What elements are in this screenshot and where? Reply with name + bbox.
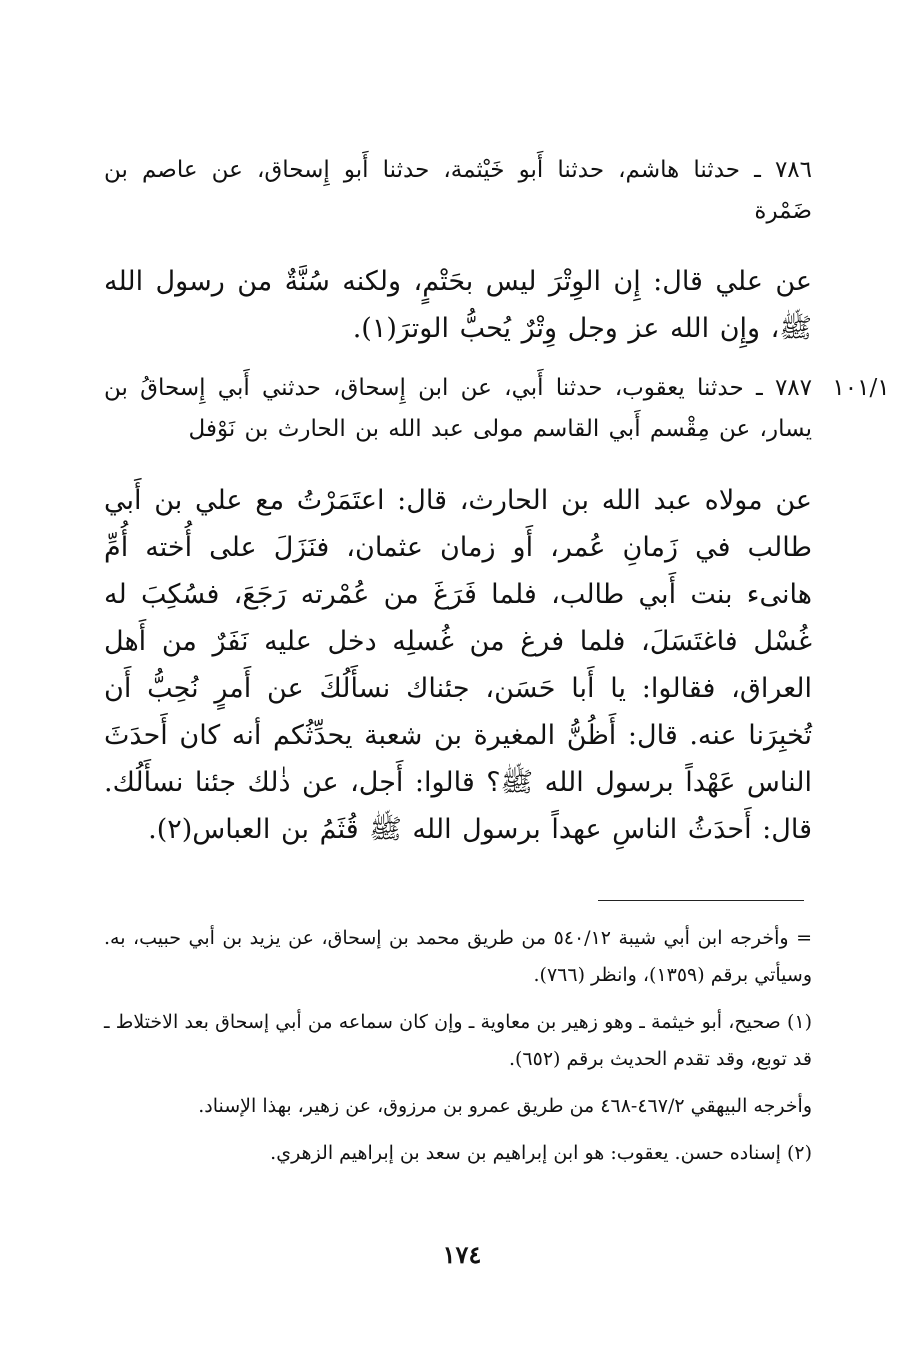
hadith-786-text: عن علي قال: إِن الوِتْرَ ليس بحَتْمٍ، ولكنه سُنَّةٌ من رسول الله ﷺ، وإِن الله عز وجل وِتْرٌ يُحبُّ الوترَ(١). (104, 266, 812, 344)
page-number: ١٧٤ (442, 1240, 482, 1269)
footnote-1-extra: وأخرجه البيهقي ٤٦٧/٢-٤٦٨ من طريق عمرو بن مرزوق، عن زهير، بهذا الإسناد. (198, 1095, 812, 1117)
footnotes (104, 920, 812, 1182)
footnote-1: (١) صحيح، أبو خيثمة ـ وهو زهير بن معاوية ـ وإن كان سماعه من أبي إسحاق بعد الاختلاط ـ قد توبع، وقد تقدم الحديث برقم (٦٥٢). (104, 1011, 812, 1070)
footnote-continuation: = وأخرجه ابن أبي شيبة ٥٤٠/١٢ من طريق محمد بن إسحاق، عن يزيد بن أبي حبيب، به. وسيأتي برقم (١٣٥٩)، وانظر (٧٦٦). (104, 927, 812, 986)
margin-reference: ١٠١/١ (832, 375, 890, 401)
hadith-787-chain: ٧٨٧ ـ حدثنا يعقوب، حدثنا أَبي، عن ابن إِسحاق، حدثني أَبي إِسحاقُ بن يسار، عن مِقْسم أَبي القاسم مولى عبد الله بن الحارث بن نَوْفل (104, 375, 812, 442)
footnote-2: (٢) إسناده حسن. يعقوب: هو ابن إبراهيم بن سعد بن إبراهيم الزهري. (270, 1142, 812, 1164)
hadith-787-text: عن مولاه عبد الله بن الحارث، قال: اعتَمَرْتُ مع علي بن أَبي طالب في زَمانِ عُمر، أَو زمان عثمان، فنَزَلَ على أُخته أُمِّ هانىء بنت أَبي طالب، فلما فَرَغَ من عُمْرته رَجَعَ، فسُكِبَ له غُسْل فاغتَسَلَ، فلما فرغ من غُسلِه دخل عليه نَفَرٌ من أَهل العراق، فقالوا: يا أَبا حَسَن، جئناك نسأَلُكَ عن أَمرٍ نُحِبُّ أَن تُخبِرَنا عنه. قال: أَظُنُّ المغيرة بن شعبة يحدِّثُكم أنه كان أَحدَثَ الناس عَهْداً برسول الله ﷺ؟ قالوا: أَجل، عن ذٰلك جئنا نسأَلُك. قال: أَحدَثُ الناسِ عهداً برسول الله ﷺ قُثَمُ بن العباس(٢). (104, 485, 812, 845)
hadith-786-chain: ٧٨٦ ـ حدثنا هاشم، حدثنا أَبو خَيْثمة، حدثنا أَبو إِسحاق، عن عاصم بن ضَمْرة (104, 157, 812, 224)
footnote-divider (598, 900, 804, 901)
